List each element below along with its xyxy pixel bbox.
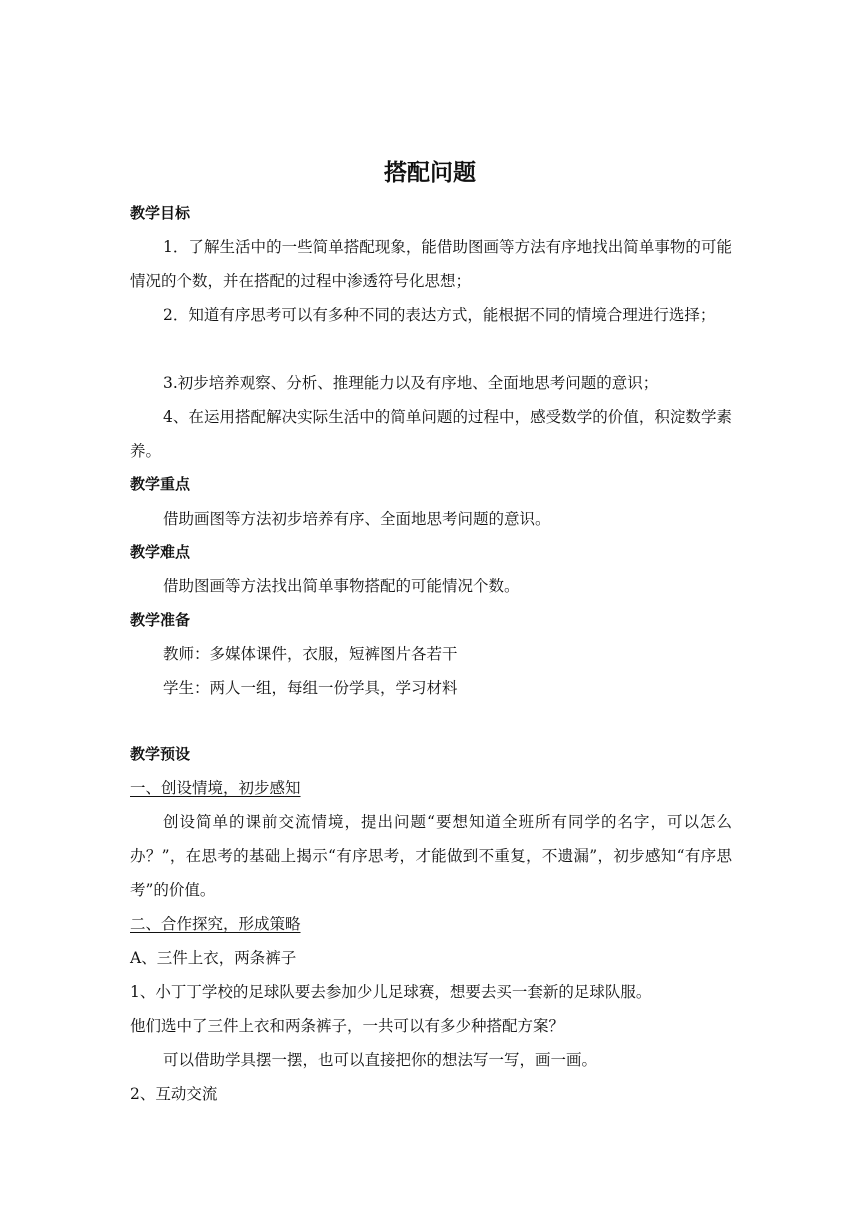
objectives-heading: 教学目标 <box>130 204 191 222</box>
difficulties-text: 借助图画等方法找出简单事物搭配的可能情况个数。 <box>163 577 520 595</box>
section-2-title <box>130 907 732 941</box>
section-1-title-text: 一、创设情境，初步感知 <box>130 779 301 797</box>
difficulties-heading: 教学难点 <box>130 543 191 561</box>
objective-item-3: 3.初步培养观察、分析、推理能力以及有序地、全面地思考问题的意识； <box>163 374 659 392</box>
step-2: 2、互动交流 <box>130 1085 218 1103</box>
step-1-hint: 可以借助学具摆一摆，也可以直接把你的想法写一写，画一画。 <box>163 1051 598 1069</box>
section-2-sub-a: A、三件上衣，两条裤子 <box>130 949 297 967</box>
step-1-line-1: 1、小丁丁学校的足球队要去参加少儿足球赛，想要去买一套新的足球队服。 <box>130 983 652 1001</box>
objective-item-1: 1．了解生活中的一些简单搭配现象，能借助图画等方法有序地找出简单事物的可能情况的个数，并在搭配的过程中渗透符号化思想； <box>130 238 732 290</box>
section-1-title <box>130 771 732 805</box>
key-points-heading: 教学重点 <box>130 475 191 493</box>
section-2-title-text: 二、合作探究，形成策略 <box>130 915 301 933</box>
plan-heading: 教学预设 <box>130 745 191 763</box>
preparation-teacher: 教师：多媒体课件，衣服，短裤图片各若干 <box>163 645 458 663</box>
preparation-student: 学生：两人一组，每组一份学具，学习材料 <box>163 679 458 697</box>
objective-item-2: 2．知道有序思考可以有多种不同的表达方式，能根据不同的情境合理进行选择； <box>163 306 716 324</box>
step-1-line-2: 他们选中了三件上衣和两条裤子，一共可以有多少种搭配方案？ <box>130 1017 565 1035</box>
section-1-text: 创设简单的课前交流情境，提出问题“要想知道全班所有同学的名字，可以怎么办？”，在思考的基础上揭示“有序思考，才能做到不重复，不遗漏”，初步感知“有序思考”的价值。 <box>130 813 732 899</box>
preparation-heading: 教学准备 <box>130 611 191 629</box>
page-title: 搭配问题 <box>384 160 476 186</box>
objective-item-4: 4、在运用搭配解决实际生活中的简单问题的过程中，感受数学的价值，积淀数学素养。 <box>130 408 732 460</box>
key-points-text: 借助画图等方法初步培养有序、全面地思考问题的意识。 <box>163 510 551 528</box>
